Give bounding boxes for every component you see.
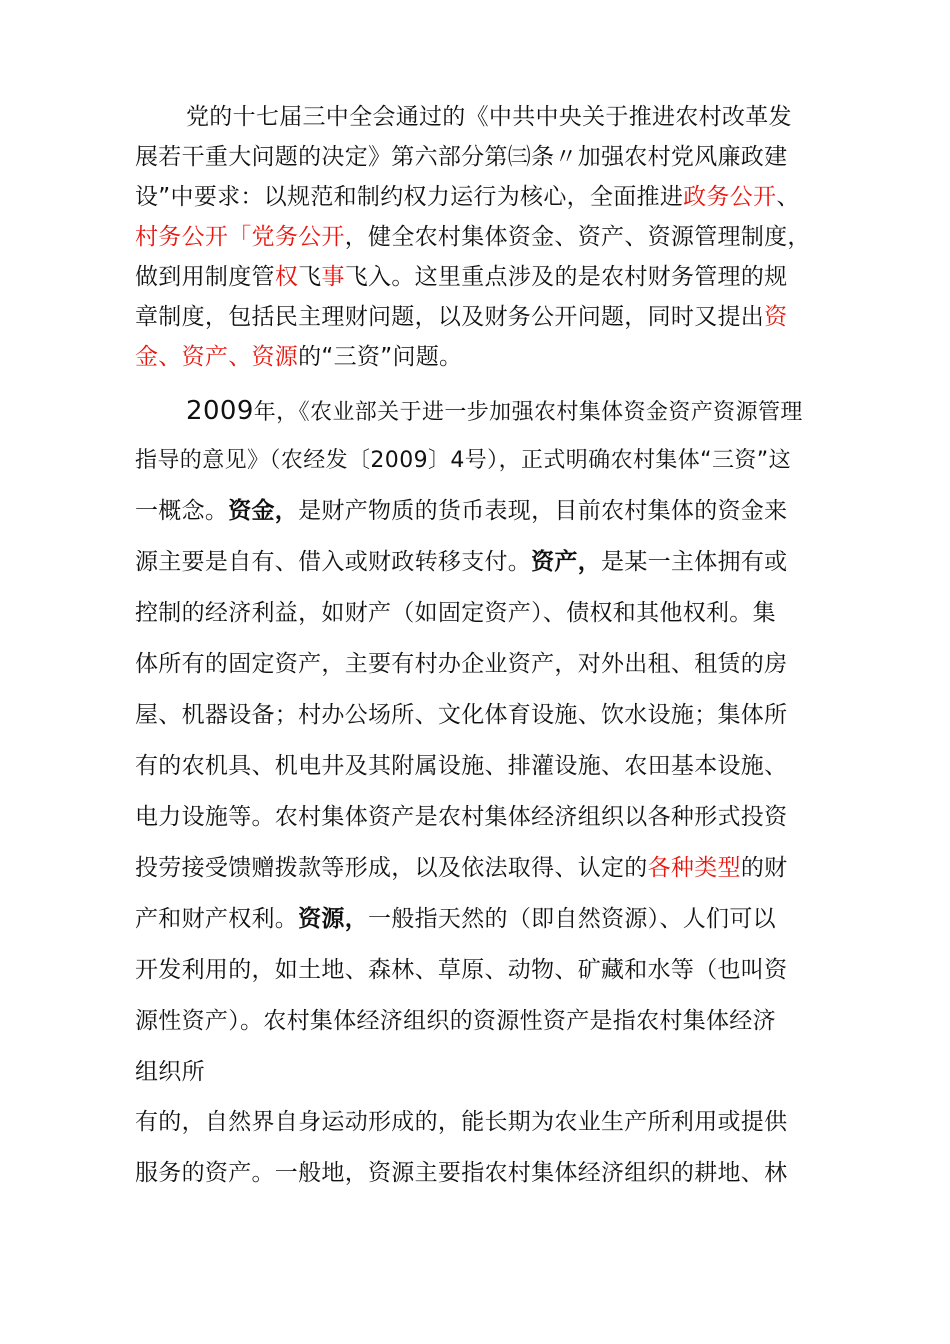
text-run: 是某一主体拥有或 bbox=[601, 549, 788, 575]
p2-line-8 bbox=[135, 751, 787, 781]
p2-line-4 bbox=[135, 547, 787, 577]
text-run: 展若干重大问题的决定》第六部分第㈢条〃加强农村党风廉政建 bbox=[135, 144, 788, 170]
text-run: 、 bbox=[776, 184, 800, 210]
text-run: 有的，自然界自身运动形成的，能长期为农业生产所利用或提供 bbox=[135, 1109, 788, 1135]
term-resources: 资源， bbox=[298, 906, 369, 932]
text-run: 的财 bbox=[740, 855, 788, 881]
text-run: 一般指天然的（即自然资源）、人们可以 bbox=[368, 906, 776, 932]
text-run: 开发利用的，如土地、森林、草原、动物、矿藏和水等（也叫资 bbox=[135, 957, 788, 983]
highlight-text: 权 bbox=[274, 264, 299, 290]
p1-line-4 bbox=[135, 222, 811, 252]
text-run: 有的农机具、机电井及其附属设施、排灌设施、农田基本设施、 bbox=[135, 753, 788, 779]
p1-line-5 bbox=[135, 262, 787, 292]
p2-line-5 bbox=[135, 598, 776, 628]
text-run: 章制度，包括民主理财问题，以及财务公开问题，同时又提出 bbox=[135, 304, 765, 330]
p1-line-1 bbox=[186, 102, 792, 132]
term-funds: 资金， bbox=[228, 498, 299, 524]
highlight-text: 政务公开 bbox=[683, 184, 777, 210]
p2-line-7 bbox=[135, 700, 787, 730]
text-run: 体所有的固定资产，主要有村办企业资产，对外出租、租赁的房 bbox=[135, 651, 788, 677]
text-run: 飞入。这里重点涉及的是农村财务管理的规 bbox=[344, 264, 788, 290]
highlight-text: 党务公开 bbox=[251, 224, 345, 250]
p1-line-6 bbox=[135, 302, 787, 332]
year-text: 2009 bbox=[186, 396, 254, 426]
text-run: 是财产物质的货币表现，目前农村集体的资金来 bbox=[298, 498, 788, 524]
text-run: 组织所 bbox=[135, 1059, 205, 1085]
p2-line-13 bbox=[135, 1006, 776, 1036]
text-run: 控制的经济利益，如财产（如固定资产）、债权和其他权利。集 bbox=[135, 600, 776, 626]
p2-line-12 bbox=[135, 955, 787, 985]
p3-line-2 bbox=[135, 1158, 787, 1188]
text-run: 源性资产）。农村集体经济组织的资源性资产是指农村集体经济 bbox=[135, 1008, 776, 1034]
p2-line-2 bbox=[135, 446, 791, 476]
highlight-text: 事 bbox=[321, 264, 345, 290]
text-run: 飞 bbox=[298, 264, 322, 290]
p2-line-11 bbox=[135, 904, 776, 934]
text-run: 电力设施等。农村集体资产是农村集体经济组织以各种形式投资 bbox=[135, 804, 788, 830]
p3-line-1 bbox=[135, 1107, 787, 1137]
highlight-text: 村务公开 bbox=[135, 224, 229, 250]
text-run: 指导的意见》（农经发〔2009〕4号），正式明确农村集体“三资”这 bbox=[135, 448, 791, 473]
p1-line-2 bbox=[135, 142, 787, 172]
text-run: 的“三资”问题。 bbox=[298, 344, 463, 370]
p1-line-3 bbox=[135, 182, 800, 212]
p2-line-3 bbox=[135, 496, 787, 526]
highlight-text: 各种类型 bbox=[647, 855, 741, 881]
p2-line-9 bbox=[135, 802, 787, 832]
highlight-text: 「 bbox=[228, 224, 252, 250]
term-assets: 资产， bbox=[531, 549, 602, 575]
text-run: 党的十七届三中全会通过的《中共中央关于推进农村改革发 bbox=[186, 104, 792, 130]
p2-line-14 bbox=[135, 1057, 205, 1087]
p2-line-1 bbox=[186, 396, 803, 428]
p2-line-6 bbox=[135, 649, 787, 679]
text-run: 设”中要求：以规范和制约权力运行为核心，全面推进 bbox=[135, 184, 684, 210]
p1-line-7 bbox=[135, 342, 462, 372]
text-run: 一概念。 bbox=[135, 498, 229, 524]
highlight-text: 金、资产、资源 bbox=[135, 344, 299, 370]
p2-line-10 bbox=[135, 853, 787, 883]
highlight-text: 资 bbox=[764, 304, 788, 330]
text-run: ，健全农村集体资金、资产、资源管理制度， bbox=[344, 224, 811, 250]
text-run: 做到用制度管 bbox=[135, 264, 275, 290]
text-run: 产和财产权利。 bbox=[135, 906, 299, 932]
text-run: 服务的资产。一般地，资源主要指农村集体经济组织的耕地、林 bbox=[135, 1160, 788, 1186]
text-run: 投劳接受馈赠拨款等形成，以及依法取得、认定的 bbox=[135, 855, 648, 881]
text-run: 源主要是自有、借入或财政转移支付。 bbox=[135, 549, 532, 575]
text-run: 屋、机器设备；村办公场所、文化体育设施、饮水设施；集体所 bbox=[135, 702, 788, 728]
text-run: 年，《农业部关于进一步加强农村集体资金资产资源管理 bbox=[253, 400, 803, 425]
